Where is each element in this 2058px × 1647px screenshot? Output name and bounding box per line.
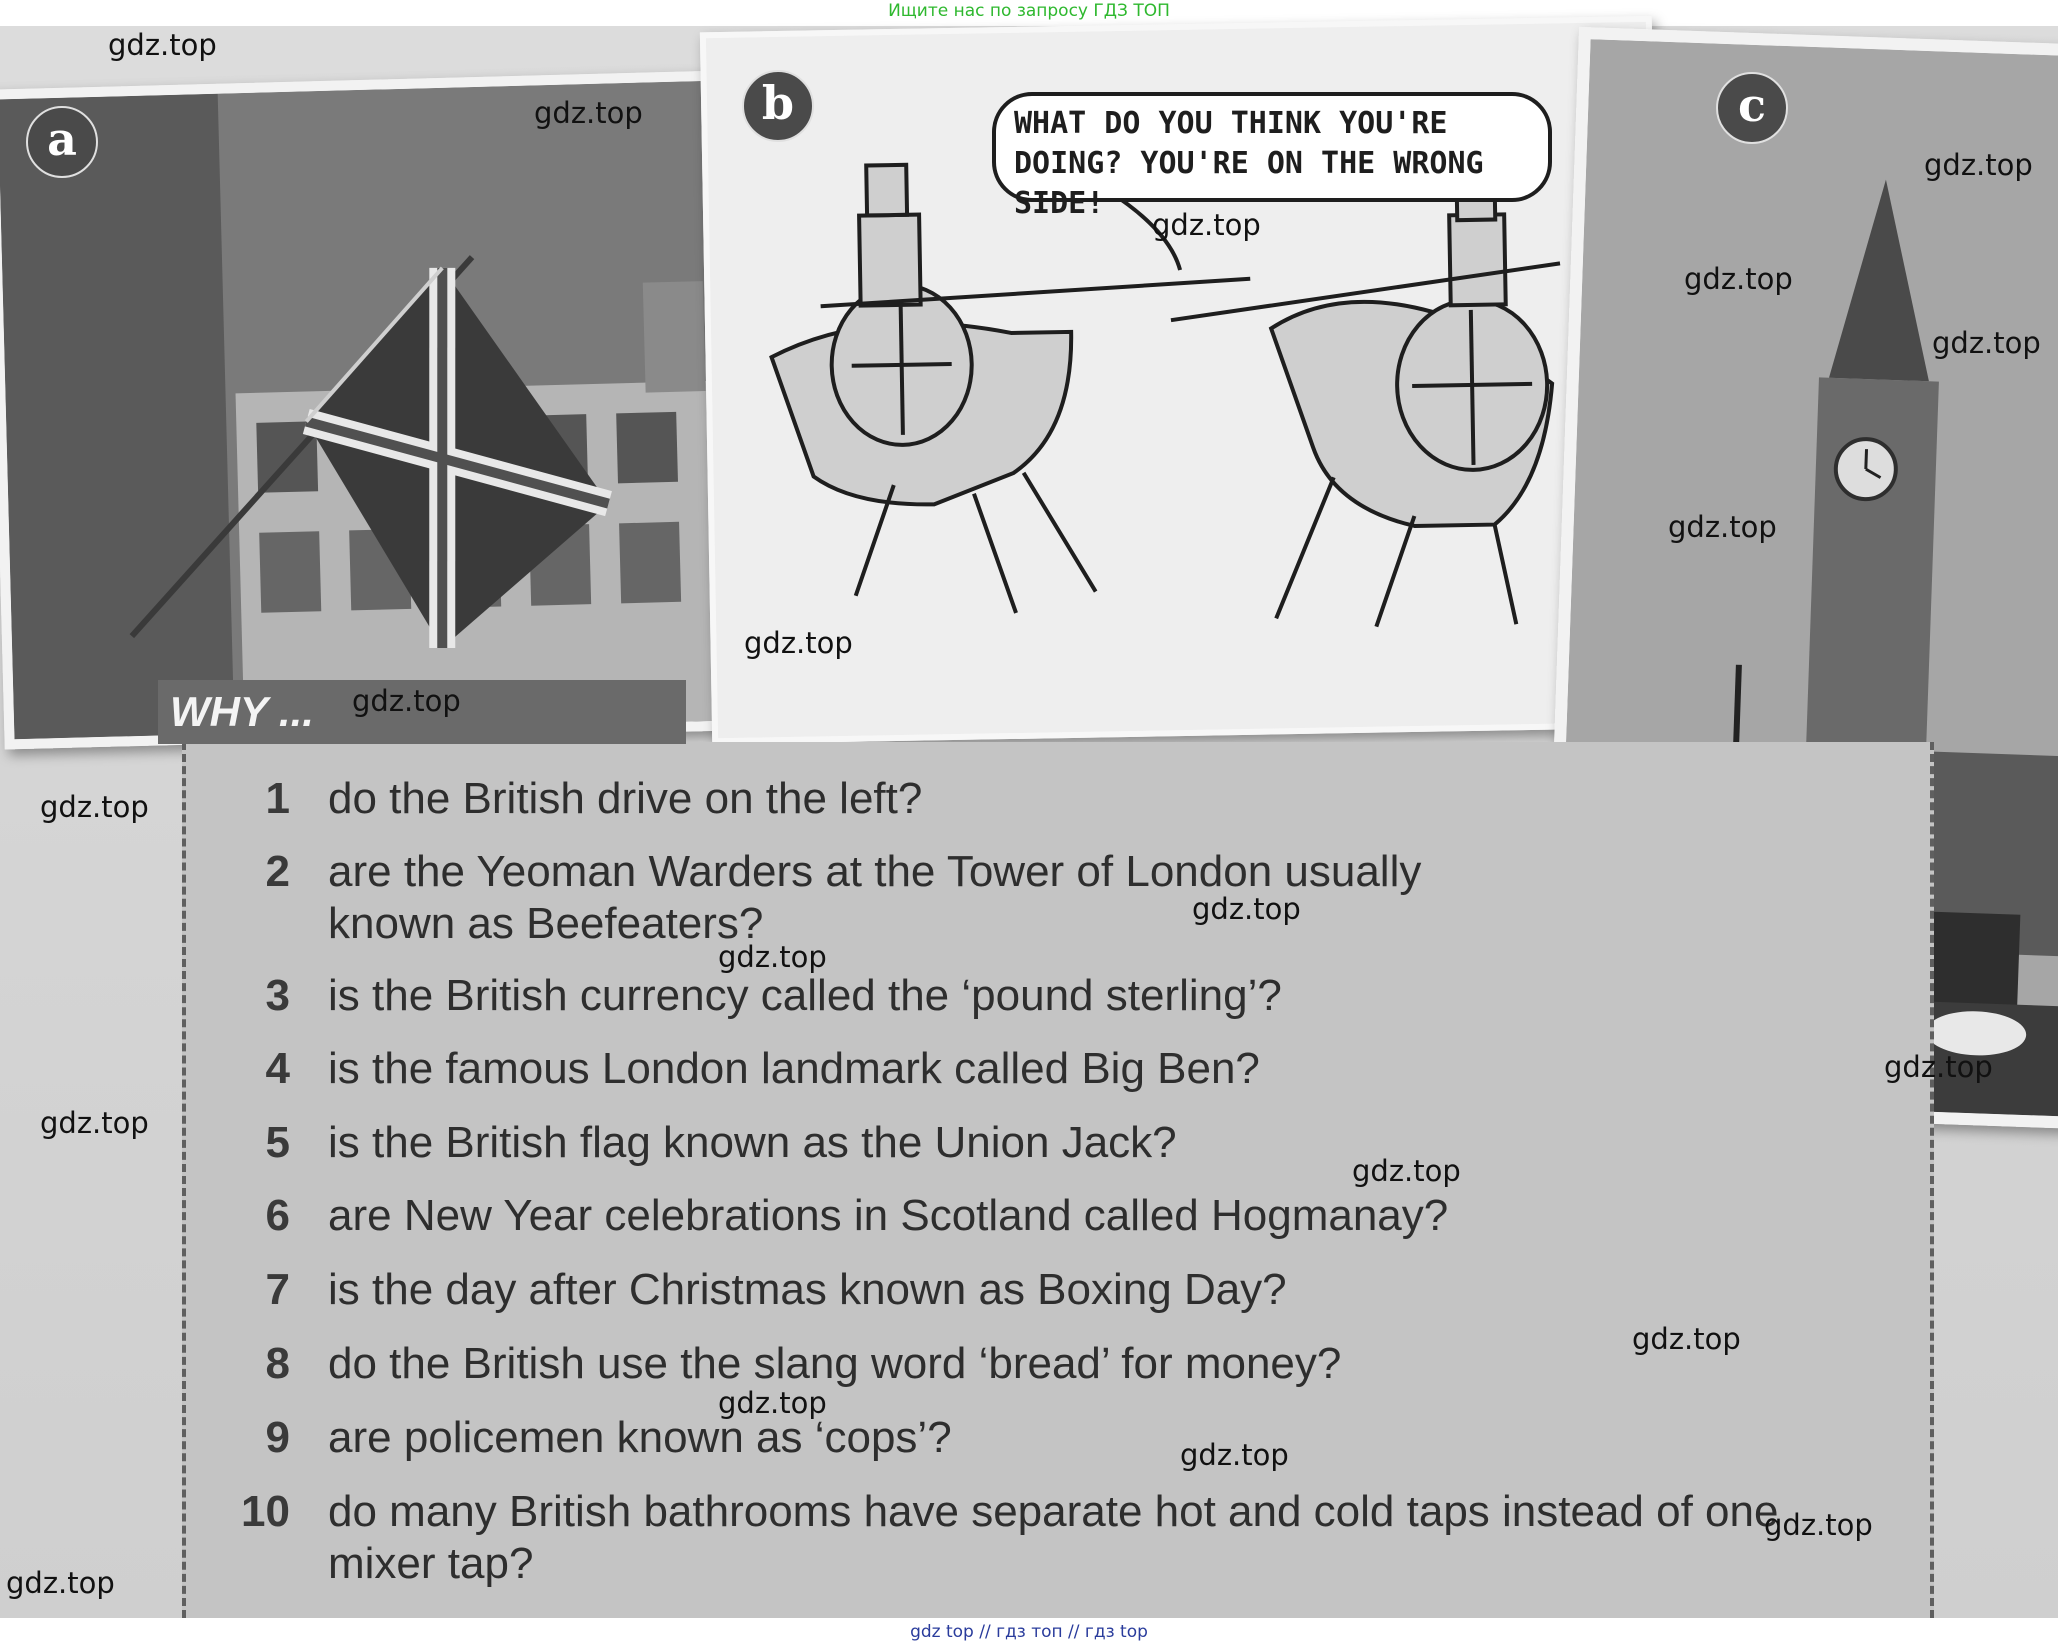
question-text: are the Yeoman Warders at the Tower of London usually known as Beefeaters? [328,847,1422,948]
speech-bubble: WHAT DO YOU THINK YOU'RE DOING? YOU'RE ON THE WRONG SIDE! [992,92,1552,202]
question-number: 9 [265,1413,290,1462]
top-banner[interactable]: Ищите нас по запросу ГДЗ ТОП [0,0,2058,26]
watermark: gdz.top [352,684,461,718]
watermark: gdz.top [1924,148,2033,182]
watermark: gdz.top [6,1566,115,1600]
question-number: 1 [265,774,290,823]
question-number: 4 [265,1044,290,1093]
question-text: is the day after Christmas known as Boxing Day? [328,1265,1287,1314]
question-text: are New Year celebrations in Scotland called Hogmanay? [328,1191,1449,1240]
watermark: gdz.top [1352,1154,1461,1188]
watermark: gdz.top [1884,1050,1993,1084]
question-text: is the British currency called the ‘pound sterling’? [328,971,1282,1020]
question-text: do many British bathrooms have separate hot and cold taps instead of one mixer tap? [328,1487,1779,1588]
question-text: do the British use the slang word ‘bread’ for money? [328,1339,1342,1388]
watermark: gdz.top [108,28,217,62]
watermark: gdz.top [1632,1322,1741,1356]
question-text: do the British drive on the left? [328,774,923,823]
question-number: 6 [265,1191,290,1240]
watermark: gdz.top [744,626,853,660]
question-text: is the famous London landmark called Big Ben? [328,1044,1260,1093]
question-number: 5 [265,1118,290,1167]
question-number: 10 [241,1487,290,1536]
watermark: gdz.top [718,940,827,974]
watermark: gdz.top [1932,326,2041,360]
question-number: 3 [265,971,290,1020]
watermark: gdz.top [718,1386,827,1420]
why-heading: WHY ... [158,680,686,744]
question-text: is the British flag known as the Union Jack? [328,1118,1177,1167]
watermark: gdz.top [40,790,149,824]
watermark: gdz.top [40,1106,149,1140]
card-label-a: a [26,106,98,178]
photo-union-flag [0,70,741,749]
card-label-c: c [1716,72,1788,144]
question-number: 7 [265,1265,290,1314]
question-number: 2 [265,847,290,896]
watermark: gdz.top [1192,892,1301,926]
bottom-banner[interactable]: gdz top // гдз топ // гдз top [0,1618,2058,1647]
watermark: gdz.top [534,96,643,130]
watermark: gdz.top [1668,510,1777,544]
question-text: are policemen known as ‘cops’? [328,1413,952,1462]
watermark: gdz.top [1764,1508,1873,1542]
watermark: gdz.top [1152,208,1261,242]
union-flag-illustration [0,81,730,740]
card-label-b: b [742,70,814,142]
watermark: gdz.top [1180,1438,1289,1472]
watermark: gdz.top [1684,262,1793,296]
question-number: 8 [265,1339,290,1388]
